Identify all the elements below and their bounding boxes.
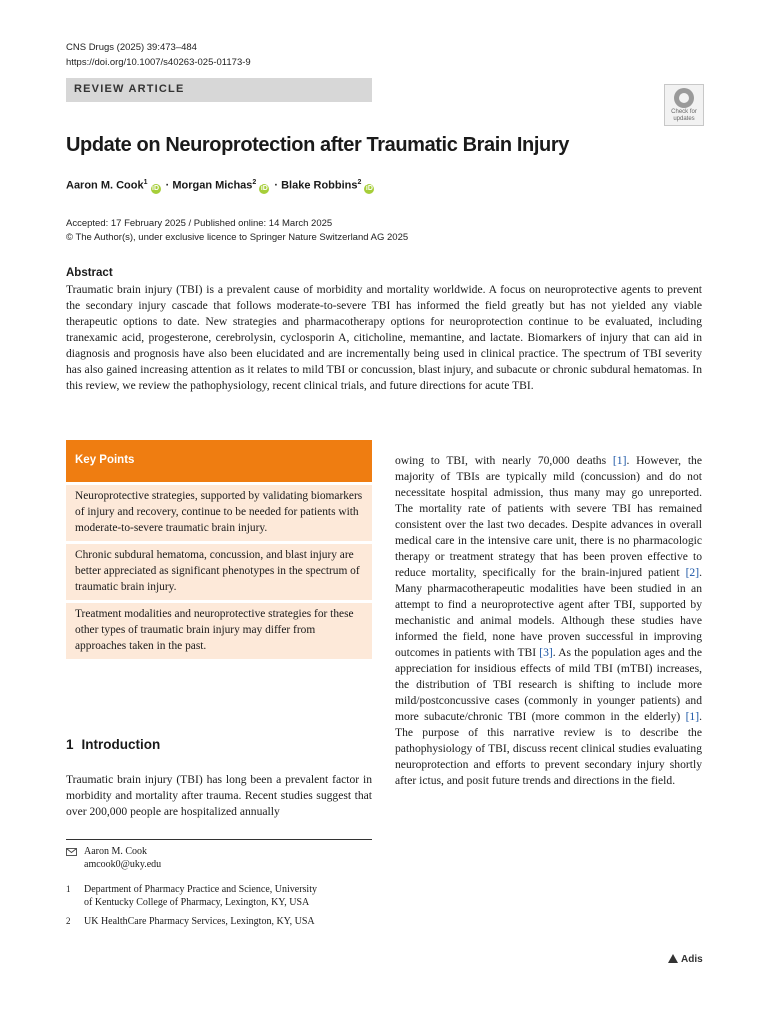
affiliation-footnote xyxy=(66,915,372,928)
orcid-icon[interactable]: iD xyxy=(152,184,160,192)
article-type-banner xyxy=(66,78,372,102)
publisher-name: Adis xyxy=(681,954,703,965)
body-text: owing to TBI, with nearly 70,000 deaths xyxy=(395,454,613,467)
citation-link[interactable]: [2] xyxy=(685,566,700,579)
introduction-text-col1: Traumatic brain injury (TBI) has long been a prevalent factor in morbidity and mortality after trauma. Recent studies suggest that over 200,000 people are hospitalized annually xyxy=(66,773,372,818)
affiliation-line: UK HealthCare Pharmacy Services, Lexington, KY, USA xyxy=(84,916,315,927)
journal-citation xyxy=(66,40,251,70)
envelope-icon xyxy=(66,845,77,860)
citation-link[interactable]: [3] xyxy=(539,646,553,659)
author-list xyxy=(66,179,376,194)
publisher-logo xyxy=(668,954,703,965)
correspondence-footnote xyxy=(66,845,372,871)
article-title: Update on Neuroprotection after Traumatic Brain Injury xyxy=(66,134,569,156)
author-name[interactable]: Blake Robbins xyxy=(281,179,358,192)
check-for-updates-badge[interactable] xyxy=(664,84,704,126)
check-updates-line1: Check for xyxy=(671,109,697,115)
section-title: Introduction xyxy=(81,737,161,752)
author-separator: · xyxy=(165,179,170,192)
orcid-icon[interactable]: iD xyxy=(365,184,373,192)
publication-dates xyxy=(66,217,408,245)
key-point-item: Treatment modalities and neuroprotective strategies for these other types of traumatic brain injury may differ from approaches taken in the past. xyxy=(66,603,372,659)
check-updates-line2: updates xyxy=(673,115,695,122)
key-point-item: Chronic subdural hematoma, concussion, and blast injury are better appreciated as significant phenotypes in the spectrum of traumatic brain injury. xyxy=(66,544,372,600)
correspondence-email[interactable]: amcook0@uky.edu xyxy=(84,859,162,870)
journal-line: CNS Drugs (2025) 39:473–484 xyxy=(66,42,197,53)
key-points-box xyxy=(66,440,372,659)
check-updates-icon xyxy=(674,88,694,108)
author-affiliation-mark: 1 xyxy=(143,179,148,186)
footnote-divider xyxy=(66,839,372,840)
body-text: . Many pharmacotherapeutic modalities have been studied in an attempt to find a neuroprotective agent after TBI, supported by mechanistic and animal models. Although these studies have informed the field, none have proven successful in improving outcomes in patients with TBI xyxy=(395,566,702,659)
footnotes xyxy=(66,845,372,928)
body-text: . The purpose of this narrative review is to describe the pathophysiology of TBI, discuss recent clinical studies evaluating neuroprotection and efforts to prevent secondary injury shortly after ictus, and posit future trends and directions in the field. xyxy=(395,710,702,787)
affiliation-number: 1 xyxy=(66,884,71,894)
author-affiliation-mark: 2 xyxy=(357,179,362,186)
article-type-label: REVIEW ARTICLE xyxy=(74,83,185,95)
section-number: 1 xyxy=(66,737,74,752)
adis-triangle-icon xyxy=(668,954,678,963)
correspondence-name: Aaron M. Cook xyxy=(84,846,148,857)
introduction-text-col2 xyxy=(395,453,702,789)
section-heading-introduction xyxy=(66,737,160,752)
key-point-item: Neuroprotective strategies, supported by validating biomarkers of injury and recovery, continue to be needed for patients with moderate-to-severe traumatic brain injury. xyxy=(66,485,372,541)
abstract-heading: Abstract xyxy=(66,267,113,279)
citation-link[interactable]: [1] xyxy=(612,454,627,467)
author-separator: · xyxy=(274,179,279,192)
affiliation-line: Department of Pharmacy Practice and Science, University xyxy=(84,884,317,895)
author-name[interactable]: Morgan Michas xyxy=(172,179,253,192)
author-affiliation-mark: 2 xyxy=(252,179,257,186)
body-text: . As the population ages and the appreciation for insidious effects of mild TBI (mTBI) increases, the distribution of TBI research is shifting to include more mild/postconcussive cases (commonly in younger patients) and more subacute/chronic TBI (more common in the elderly) xyxy=(395,646,702,723)
affiliation-number: 2 xyxy=(66,916,71,926)
affiliation-line: of Kentucky College of Pharmacy, Lexington, KY, USA xyxy=(84,897,310,908)
doi-link[interactable]: https://doi.org/10.1007/s40263-025-01173-9 xyxy=(66,57,251,68)
key-points-heading: Key Points xyxy=(66,440,372,482)
orcid-icon[interactable]: iD xyxy=(260,184,268,192)
copyright-line: © The Author(s), under exclusive licence to Springer Nature Switzerland AG 2025 xyxy=(66,232,409,243)
body-text: . However, the majority of TBIs are typically mild (concussion) and do not necessitate hospital admission, thus many may go unreported. The mortality rate of patients with severe TBI has remained consistent over the last two decades. Despite advances in overall medical care in the intensive care unit, there is no pharmacologic therapy or treatment strategy that has been proven effective to reduce mortality, specifically for the brain-injured patient xyxy=(395,454,702,579)
author-name[interactable]: Aaron M. Cook xyxy=(66,179,144,192)
affiliation-footnote xyxy=(66,883,372,909)
dates-line: Accepted: 17 February 2025 / Published online: 14 March 2025 xyxy=(66,218,333,229)
abstract-text: Traumatic brain injury (TBI) is a prevalent cause of morbidity and mortality worldwide. A focus on neuroprotective agents to prevent the secondary injury cascade that follows moderate-to-severe TBI has informed the field greatly but has not yielded any viable therapeutic options to date. New strategies and pharmacotherapy options for neuroprotection continue to be evaluated, including tranexamic acid, progesterone, cerebrolysin, cyclosporin A, citicholine, memantine, and lactate. Biomarkers of injury that can aid in diagnosis and prognosis have also been elucidated and are incrementally being used in clinical practice. The spectrum of TBI severity has also gained increasing attention as it relates to mild TBI or concussion, blast injury, and subacute or chronic subdural hematomas. In this review, we review the pathophysiology, recent clinical trials, and future directions for acute TBI. xyxy=(66,283,702,392)
citation-link[interactable]: [1] xyxy=(685,710,700,723)
